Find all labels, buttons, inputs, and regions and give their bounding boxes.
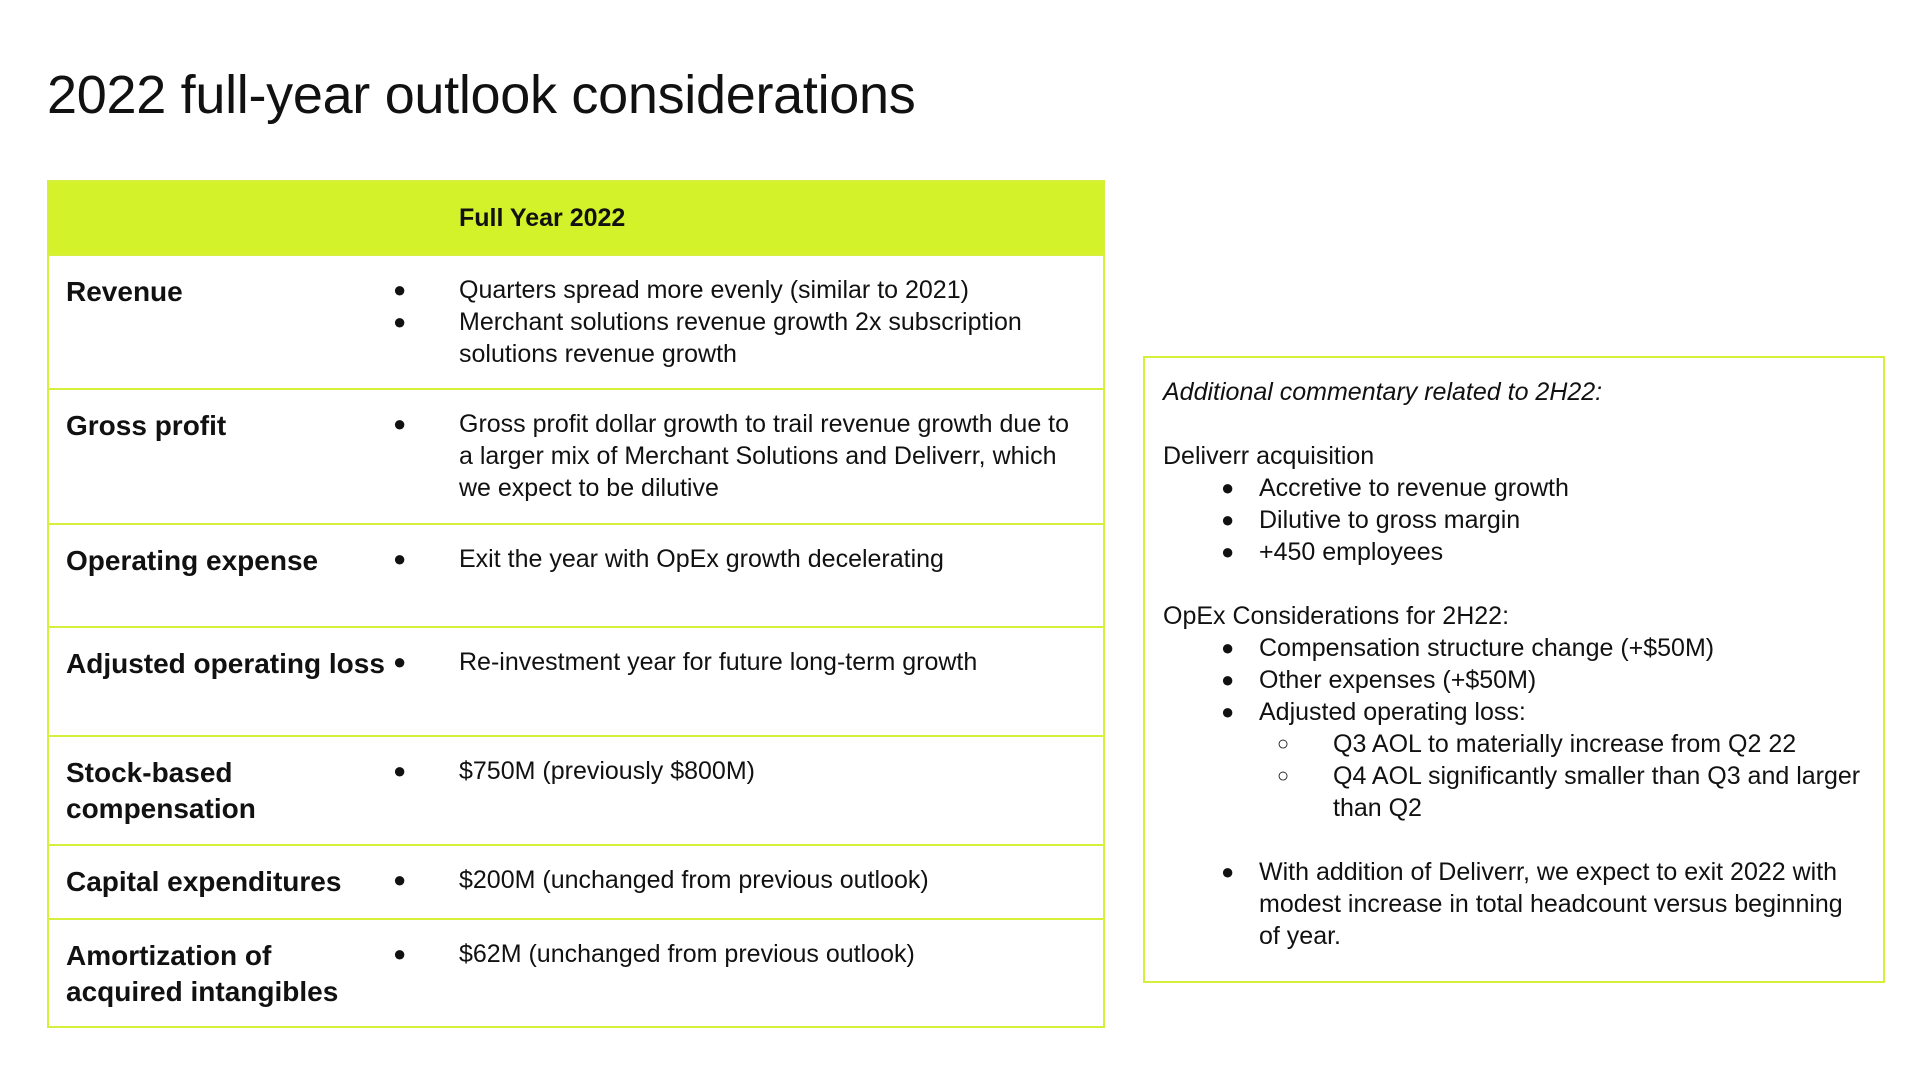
list-item-text: Other expenses (+$50M) (1259, 666, 1537, 694)
bullet-icon: ● (1221, 475, 1235, 500)
list-item-text: Compensation structure change (+$50M) (1259, 634, 1715, 662)
commentary-box (1143, 356, 1885, 983)
bullet-icon: ● (393, 309, 407, 334)
bullet-icon: ● (393, 758, 407, 783)
bullet-item (393, 408, 1103, 504)
bullet-item (393, 864, 1103, 896)
bullet-icon: ● (1221, 507, 1235, 532)
bullet-icon: ● (393, 546, 407, 571)
bullet-icon: ● (393, 277, 407, 302)
spacer (1163, 824, 1865, 856)
bullet-icon: ● (393, 411, 407, 436)
row-label: Amortization of acquired intangibles (66, 940, 339, 1007)
sub-list-item-text: Q3 AOL to materially increase from Q2 22 (1333, 730, 1797, 758)
bullet-item (393, 646, 1103, 678)
row-label: Stock-based compensation (66, 757, 256, 824)
row-label: Revenue (66, 276, 183, 307)
opex-title: OpEx Considerations for 2H22: (1163, 602, 1510, 630)
bullet-item (393, 755, 1103, 787)
bullet-item (393, 543, 1103, 575)
row-content (393, 390, 1103, 523)
outlook-table (47, 180, 1105, 1028)
bullet-icon: ● (1221, 539, 1235, 564)
bullet-text: Merchant solutions revenue growth 2x subscription solutions revenue growth (459, 308, 1022, 368)
bullet-text: $750M (previously $800M) (459, 757, 755, 785)
bullet-text: $200M (unchanged from previous outlook) (459, 866, 929, 894)
bullet-text: $62M (unchanged from previous outlook) (459, 940, 915, 968)
list-item-text: Dilutive to gross margin (1259, 506, 1521, 534)
sub-list-item (1163, 728, 1865, 760)
list-item-text: Adjusted operating loss: (1259, 698, 1526, 726)
bullet-icon: ● (1221, 667, 1235, 692)
list-item (1163, 632, 1865, 664)
row-adjusted-operating-loss (49, 626, 1103, 735)
bullet-icon: ● (1221, 635, 1235, 660)
header-full-year: Full Year 2022 (459, 203, 626, 232)
list-item (1163, 664, 1865, 696)
row-amortization (49, 918, 1103, 1026)
bullet-item (393, 938, 1103, 970)
list-item (1163, 504, 1865, 536)
bullet-icon: ● (393, 867, 407, 892)
circle-bullet-icon: ○ (1277, 765, 1290, 787)
row-label: Gross profit (66, 410, 227, 441)
sub-list-item (1163, 760, 1865, 824)
bullet-text: Quarters spread more evenly (similar to 2021) (459, 276, 969, 304)
row-content (393, 920, 1103, 1026)
row-content (393, 737, 1103, 844)
bullet-icon: ● (1221, 699, 1235, 724)
deliverr-section (1163, 440, 1865, 568)
closing-text: With addition of Deliverr, we expect to exit 2022 with modest increase in total headcount versus beginning of year. (1259, 858, 1843, 950)
table-header (49, 182, 1103, 254)
bullet-icon: ● (393, 941, 407, 966)
row-operating-expense (49, 523, 1103, 626)
list-item (1163, 696, 1865, 728)
commentary-heading: Additional commentary related to 2H22: (1163, 378, 1603, 406)
sub-list-item-text: Q4 AOL significantly smaller than Q3 and larger than Q2 (1333, 762, 1861, 822)
row-label: Adjusted operating loss (66, 648, 385, 679)
bullet-icon: ● (393, 649, 407, 674)
row-content (393, 525, 1103, 626)
page-title: 2022 full-year outlook considerations (47, 65, 916, 125)
row-label: Capital expenditures (66, 866, 342, 897)
bullet-item (393, 306, 1103, 370)
list-item-text: +450 employees (1259, 538, 1444, 566)
bullet-item (393, 274, 1103, 306)
opex-section (1163, 600, 1865, 952)
bullet-text: Gross profit dollar growth to trail revenue growth due to a larger mix of Merchant Solutions and Deliverr, which we expect to be dilutive (459, 410, 1070, 502)
row-content (393, 846, 1103, 918)
row-stock-based-compensation (49, 735, 1103, 844)
list-item (1163, 536, 1865, 568)
list-item-text: Accretive to revenue growth (1259, 474, 1569, 502)
deliverr-title: Deliverr acquisition (1163, 442, 1375, 470)
bullet-text: Exit the year with OpEx growth decelerating (459, 545, 944, 573)
bullet-icon: ● (1221, 859, 1235, 884)
row-label: Operating expense (66, 545, 319, 576)
row-content (393, 256, 1103, 388)
list-item (1163, 472, 1865, 504)
row-gross-profit (49, 388, 1103, 523)
circle-bullet-icon: ○ (1277, 733, 1290, 755)
bullet-text: Re-investment year for future long-term growth (459, 648, 978, 676)
closing-item (1163, 856, 1865, 952)
row-capital-expenditures (49, 844, 1103, 918)
row-revenue (49, 254, 1103, 388)
row-content (393, 628, 1103, 735)
